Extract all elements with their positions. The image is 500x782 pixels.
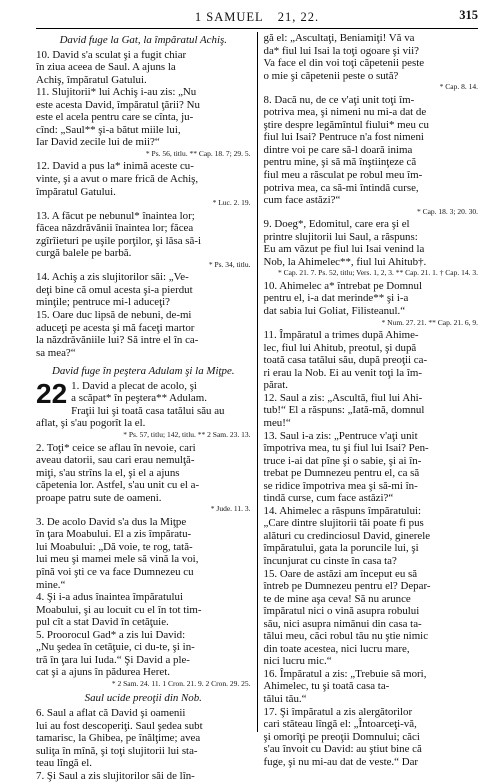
text-line: „Nu şedea în cetăţuie, ci du-te, şi in- xyxy=(36,641,195,654)
text-line: dat sabia lui Goliat, Filisteanul.“ xyxy=(263,305,406,318)
verses-22-6-7 xyxy=(36,707,251,782)
verses-22-11-17 xyxy=(264,329,479,768)
cross-reference: * 2 Sam. 24. 11. 1 Cron. 21. 9. 2 Cron. 29. 25. xyxy=(111,678,251,688)
text-line: întreb pe Dumnezeu pentru el? Depar- xyxy=(263,580,431,593)
verse-21-13 xyxy=(36,210,251,260)
verse-22-10 xyxy=(264,280,479,318)
verse-22-9 xyxy=(264,218,479,268)
text-line: lui Moabului: „Dă voie, te rog, tată- xyxy=(36,540,193,553)
text-line: s'au învoit cu David: au ştiut bine că xyxy=(263,743,422,756)
text-line: alături cu credinciosul David, ginerele xyxy=(263,529,431,542)
text-line: tindă curse, cum face astăzi?“ xyxy=(263,492,394,505)
text-line: 10. David s'a sculat şi a fugit chiar xyxy=(36,48,187,61)
verse-22-8 xyxy=(264,94,479,207)
section-heading-david-flees-to-gath: David fuge la Gat, la împăratul Achiş. xyxy=(59,34,227,46)
verses-21-14-15 xyxy=(36,271,251,359)
text-line: cum face astăzi?“ xyxy=(263,194,341,207)
text-line: împotriva mea, tu şi fiul lui Isai? Pen- xyxy=(263,442,429,455)
cross-reference: * Cap. 18. 3; 20. 30. xyxy=(416,206,479,216)
text-line: proape patru sute de oameni. xyxy=(36,491,162,504)
text-line: încunjurat cu cinste în casa ta? xyxy=(263,554,397,567)
text-line: pentru mine, şi să mă înştiinţeze că xyxy=(263,156,417,169)
text-line: căpetenia lor. Astfel, s'au unit cu el a- xyxy=(36,479,200,492)
text-line: Ahimelec, tu şi toată casa ta- xyxy=(263,680,390,693)
text-line: ştire despre legămîntul fiului* meu cu xyxy=(263,118,429,131)
verse-22-2 xyxy=(36,442,251,505)
text-line: pentru el, i-a dat merinde** şi i-a xyxy=(263,292,409,305)
text-line: 14. Ahimelec a răspuns împăratului: xyxy=(263,504,422,517)
text-line: lec, fiul lui Ahitub, preotul, şi după xyxy=(263,341,417,354)
text-line: 8. Dacă nu, de ce v'aţi unit toţi îm- xyxy=(263,93,415,106)
text-line: teau lîngă el. xyxy=(36,757,92,770)
text-line: Iar David zecile lui de mii?“ xyxy=(36,136,160,149)
text-line: vinte, şi a avut o mare frică de Achiş, xyxy=(36,173,199,186)
text-line: împăratul Gatului. xyxy=(36,185,116,198)
cross-reference: * Num. 27. 21. ** Cap. 21. 6, 9. xyxy=(381,317,479,327)
text-line: în ziua aceea de Saul. A ajuns la xyxy=(36,61,176,74)
text-line: este acesta David, împăratul ţării? Nu xyxy=(36,98,200,111)
right-column xyxy=(258,32,479,768)
text-line: 11. Împăratul a trimes după Ahime- xyxy=(263,329,419,342)
text-line: deţi bine că omul acesta şi-a pierdut xyxy=(36,283,193,296)
text-line: mine.“ xyxy=(36,578,66,591)
text-line: 17. Şi împăratul a zis alergătorilor xyxy=(263,705,413,718)
text-line: te de mine aşa ceva! Să nu arunce xyxy=(263,592,411,605)
text-line: meu!“ xyxy=(263,416,291,429)
text-line: aveau datorii, sau cari erau nemulţă- xyxy=(36,454,195,467)
text-line: fiul meu a răsculat pe robul meu îm- xyxy=(263,169,423,182)
text-line: 7. Şi Saul a zis slujitorilor săi de lîn- xyxy=(36,769,195,782)
running-title: 1 SAMUEL xyxy=(194,9,264,24)
cross-reference: * Ps. 56, titlu. ** Cap. 18. 7; 29. 5. xyxy=(145,148,251,158)
text-line: 13. A făcut pe nebunul* înaintea lor; xyxy=(36,209,195,222)
verses-22-3-5 xyxy=(36,516,251,679)
text-line: aduceţi pe acesta şi mă faceţi martor xyxy=(36,321,195,334)
text-line: 4. Şi i-a adus înaintea împăratului xyxy=(36,591,183,604)
text-line: cari stăteau lîngă el: „Întoarceţi-vă, xyxy=(263,718,417,731)
page-header xyxy=(36,8,478,29)
text-line: toată casa tatălui său, după preoţii ca- xyxy=(263,354,428,367)
text-line: pînă voi şti ce va face Dumnezeu cu xyxy=(36,565,194,578)
section-heading-adullam: David fuge în peştera Adulam şi la Miţpe. xyxy=(52,365,235,378)
cross-reference: * Ps. 34, titlu. xyxy=(208,259,251,269)
text-line: 6. Saul a aflat că David şi oamenii xyxy=(36,706,186,719)
text-line: o mie şi căpetenii peste o sută? xyxy=(263,69,399,82)
text-line: Nob, la Ahimelec**, fiul lui Ahitub†. xyxy=(263,255,427,268)
text-line: sa mea?“ xyxy=(36,346,76,359)
text-line: şi omorîţi pe preoţii Domnului; căci xyxy=(263,730,420,743)
left-column xyxy=(36,32,257,782)
text-line: în ţara Moabului. El a zis împăratu- xyxy=(36,528,192,541)
text-line: aflat, şi s'au pogorît la el. xyxy=(36,417,146,430)
text-line: lui au fost descoperiţi. Saul şedea subt xyxy=(36,719,203,732)
text-line: potriva mea, şi nimeni nu mi-a dat de xyxy=(263,106,427,119)
text-line: pul cît a stat David în cetăţuie. xyxy=(36,616,169,629)
text-line: Achiş, împăratul Gatului. xyxy=(36,73,147,86)
text-line: tră în ţara lui Iuda.“ Şi David a ple- xyxy=(36,653,190,666)
verse-21-12 xyxy=(36,160,251,198)
text-line: curgă balele pe barbă. xyxy=(36,247,132,260)
text-line: tub!“ El a răspuns: „Iată-mă, domnul xyxy=(263,404,425,417)
text-line: potriva mea, ca să-mi întindă curse, xyxy=(263,181,419,194)
text-line: 9. Doeg*, Edomitul, care era şi el xyxy=(263,218,410,231)
text-line: gă el: „Ascultaţi, Beniamiţi! Vă va xyxy=(263,32,415,44)
text-line: Moabului, şi au locuit cu el în tot tim- xyxy=(36,603,202,616)
text-line: 11. Slujitorii* lui Achiş i-au zis: „Nu xyxy=(36,86,197,99)
text-line: 12. Saul a zis: „Ascultă, fiul lui Ahi- xyxy=(263,391,423,404)
text-line: printre slujitorii lui Saul, a răspuns: xyxy=(263,230,418,243)
text-line: 13. Saul i-a zis: „Pentruce v'aţi unit xyxy=(263,429,418,442)
text-line: tălui tău.“ xyxy=(263,692,307,705)
text-line: dintre voi pe care să-l doară inima xyxy=(263,143,413,156)
text-line: împăratul nici o vină asupra robului xyxy=(263,605,420,618)
text-line: împăratului, gata la poruncile lui, şi xyxy=(263,542,419,555)
text-line: trebat pe Dumnezeu pentru el, ca să xyxy=(263,467,420,480)
text-line: său, nici asupra nimănui din casa ta- xyxy=(263,617,422,630)
text-line: a scăpat* în peştera** Adulam. xyxy=(71,392,207,405)
text-line: fiul lui Isai? Pentruce n'a fost nimeni xyxy=(263,131,424,144)
text-line: truce i-ai dat pîne şi o sabie, şi ai în- xyxy=(263,454,422,467)
text-line: părat. xyxy=(263,379,288,392)
text-line: minţile; pentruce mi-l aduceţi? xyxy=(36,296,170,309)
text-line: 5. Proorocul Gad* a zis lui David: xyxy=(36,628,186,641)
text-line: ri erau la Nob. Ei au venit toţi la îm- xyxy=(263,366,422,379)
cross-reference: * Cap. 21. 7. Ps. 52, titlu; Vers. 1, 2, 3. ** Cap. 21. 1. † Cap. 14. 3. xyxy=(277,268,479,278)
text-line: 1. David a plecat de acolo, şi xyxy=(71,379,197,392)
text-line: 15. Oare duc lipsă de nebuni, de-mi xyxy=(36,309,192,322)
verse-22-1 xyxy=(36,377,251,430)
verse-22-7-cont xyxy=(264,32,479,82)
text-line: 3. De acolo David s'a dus la Miţpe xyxy=(36,515,187,528)
section-heading-saul-kills-priests: Saul ucide preoţii din Nob. xyxy=(84,692,202,705)
cross-reference: * Luc. 2. 19. xyxy=(212,198,251,208)
text-line: Fraţii lui şi toată casa tatălui său au xyxy=(71,404,225,417)
text-line: Va face el din voi toţi căpetenii peste xyxy=(263,57,425,70)
text-line: la năzdrăvăniile lui? Să intre el în ca- xyxy=(36,334,199,347)
text-line: miţi, s'au strîns la el, şi el a ajuns xyxy=(36,466,180,479)
chapter-number: 22 xyxy=(36,377,68,409)
text-line: este el acela pentru care se cînta, ju- xyxy=(36,111,194,124)
text-line: Eu am văzut pe fiul lui Isai venind la xyxy=(263,243,425,256)
cross-reference: * Cap. 8. 14. xyxy=(439,82,479,92)
text-line: făcea năzdrăvănii înaintea lor; făcea xyxy=(36,222,194,235)
text-columns xyxy=(36,32,479,782)
text-line: „Care dintre slujitorii tăi poate fi pus xyxy=(263,517,424,530)
chapter-22-start xyxy=(36,377,251,430)
text-line: nici lucru mic.“ xyxy=(263,655,332,668)
page-number: 315 xyxy=(459,8,478,22)
cross-reference: * Jude. 11. 3. xyxy=(210,504,251,514)
text-line: cînd: „Saul** şi-a bătut miile lui, xyxy=(36,123,181,136)
cross-reference: * Ps. 57, titlu; 142, titlu. ** 2 Sam. 23. 13. xyxy=(123,429,251,439)
text-line: se ridice împotriva mea şi să-mi în- xyxy=(263,479,418,492)
text-line: 15. Oare de astăzi am început eu să xyxy=(263,567,418,580)
text-line: suliţa în mînă, şi toţi slujitorii lui sta- xyxy=(36,744,198,757)
text-line: 10. Ahimelec a* întrebat pe Domnul xyxy=(263,279,422,292)
text-line: fuge, şi nu mi-au dat de veste.“ Dar xyxy=(263,755,419,768)
text-line: tamarisc, la Ghibea, pe înălţime; avea xyxy=(36,732,201,745)
chapter-range: 21, 22. xyxy=(277,9,320,24)
verses-21-10-11 xyxy=(36,49,251,149)
text-line: din toate acestea, nici lucru mare, xyxy=(263,642,410,655)
text-line: 16. Împăratul a zis: „Trebuie să mori, xyxy=(263,667,427,680)
text-line: tălui meu, căci robul tău nu ştie nimic xyxy=(263,630,429,643)
text-line: lui meu şi mamei mele să vină la voi, xyxy=(36,553,199,566)
text-line: 2. Toţi* ceice se aflau în nevoie, cari xyxy=(36,441,196,454)
text-line: cat şi a ajuns în pădurea Heret. xyxy=(36,666,170,679)
text-line: da* fiul lui Isai la toţi ogoare şi vii? xyxy=(263,44,419,57)
text-line: zgîrîieturi pe uşile porţilor, şi lăsa să-i xyxy=(36,234,201,247)
text-line: 12. David a pus la* inimă aceste cu- xyxy=(36,160,194,173)
text-line: 14. Achiş a zis slujitorilor săi: „Ve- xyxy=(36,271,189,284)
